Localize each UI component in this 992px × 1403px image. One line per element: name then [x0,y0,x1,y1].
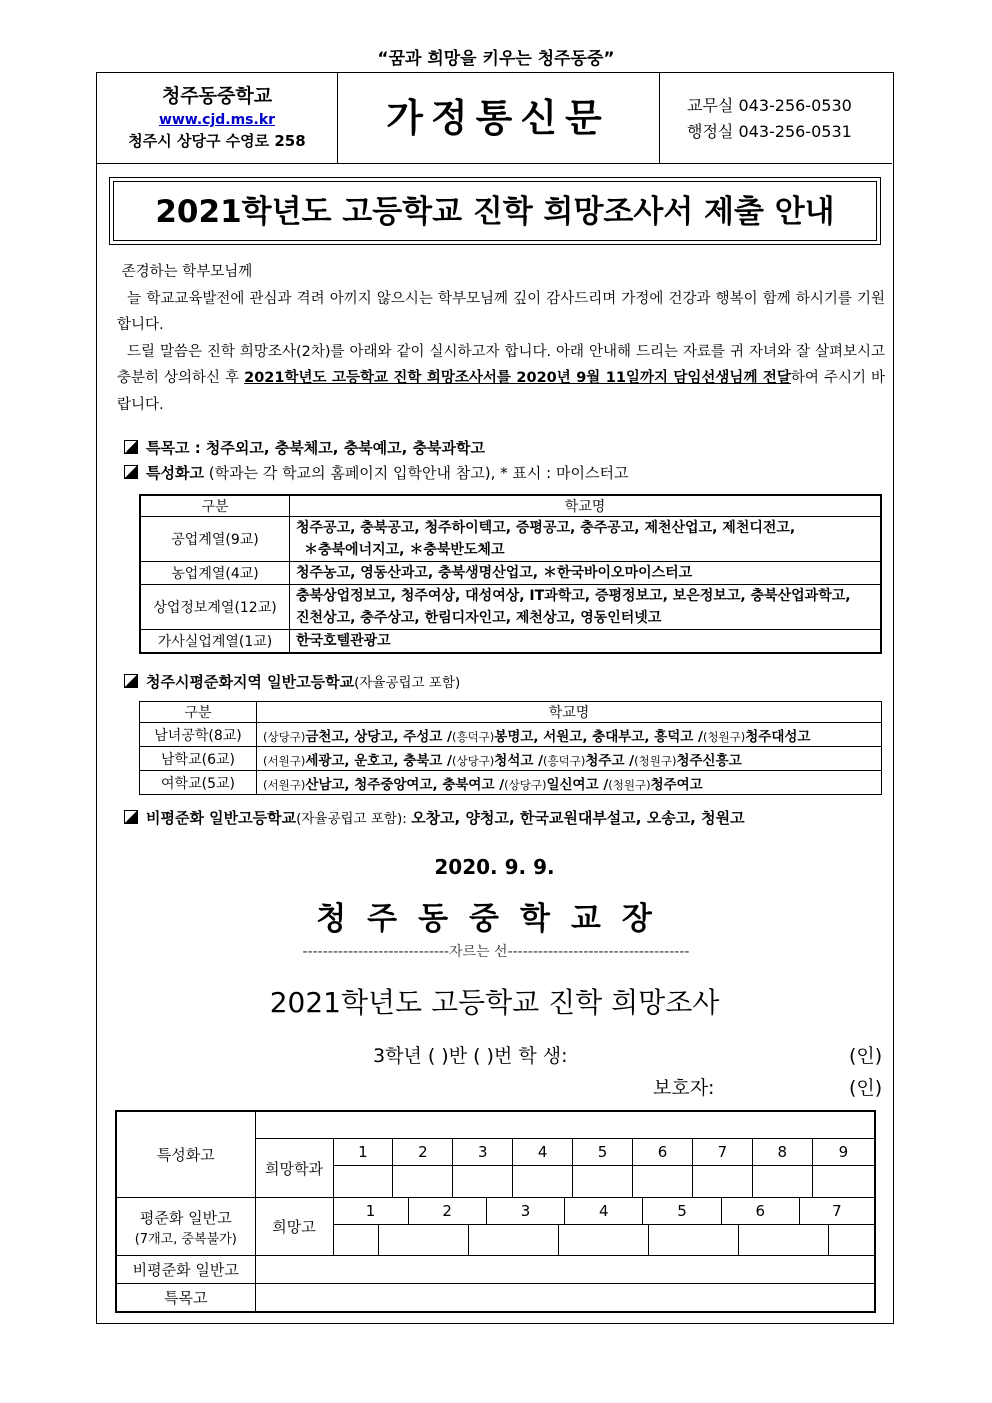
desired-dept-label: 희망학과 [255,1139,333,1198]
table-row-schools: 청주공고, 충북공고, 청주하이텍고, 증평공고, 충주공고, 제천산업고, 제천디전고, ＊충북에너지고, ＊충북반도체고 [290,517,882,562]
number-row-7 [333,1198,875,1225]
school-info [97,73,338,163]
header [97,73,892,164]
doc-title-box [109,177,881,245]
motto: “꿈과 희망을 키우는 청주동중” [377,49,615,69]
col-number: 2 [393,1139,453,1166]
table-row-category: 가사실업계열(1교) [140,630,290,654]
section-equalized: 청주시평준화지역 일반고등학교(자율공립고 포함) [124,671,460,692]
checkbox-icon [124,810,138,824]
col-number: 5 [573,1139,633,1166]
col-number: 2 [408,1198,486,1224]
table-row-category: 농업계열(4교) [140,562,290,585]
answer-cell[interactable] [829,1225,874,1255]
col-number: 4 [565,1198,643,1224]
cut-line: -----------------------------자르는 선------------------------------------ [302,944,690,960]
col-number: 8 [752,1139,812,1166]
school-url[interactable]: www.cjd.ms.kr [158,112,276,128]
survey-table [115,1110,876,1313]
principal-signature: 청주동중학교장 [316,901,673,937]
paragraph-1: 늘 학교교육발전에 관심과 격려 아끼지 않으시는 학부모님께 깊이 감사드리며 가정에 건강과 행복이 함께 하시기를 기원합니다. [117,290,886,333]
table-row-category: 공업계열(9교) [140,517,290,562]
checkbox-icon [124,440,138,454]
table-row-category: 남녀공학(8교) [140,723,257,747]
col-number: 1 [333,1139,393,1166]
desired-school-label: 희망고 [255,1198,333,1256]
answer-cell[interactable] [812,1166,875,1198]
table-row-category: 상업정보계열(12교) [140,585,290,630]
col-header-school: 학교명 [257,702,882,723]
col-number: 7 [832,1202,842,1220]
col-number: 7 [692,1139,752,1166]
col-number: 1 [334,1198,409,1224]
col-header-category: 구분 [140,495,290,517]
answer-row-7 [333,1225,875,1256]
row-label-vocational: 특성화고 [116,1111,255,1198]
section-non-equalized: 비평준화 일반고등학교(자율공립고 포함): 오창고, 양청고, 한국교원대부설고, 오송고, 청원고 [124,807,745,828]
issue-date: 2020. 9. 9. [434,855,555,879]
newsletter-title: 가정통신문 [337,73,660,163]
section-vocational: 특성화고 (학과는 각 학교의 홈페이지 입학안내 참고), * 표시 : 마이스터고 [124,462,628,483]
answer-cell[interactable] [469,1225,559,1255]
answer-cell[interactable] [692,1166,752,1198]
answer-cell[interactable] [333,1166,393,1198]
answer-cell[interactable] [255,1256,875,1284]
row-label-special: 특목고 [116,1284,255,1312]
answer-cell[interactable] [559,1225,649,1255]
school-address: 청주시 상당구 수영로 258 [128,132,306,150]
answer-cell[interactable] [255,1284,875,1312]
col-number: 3 [453,1139,513,1166]
table-row-schools: (서원구)산남고, 청주중앙여고, 충북여고 /(상당구)일신여고 /(청원구)청주여고 [257,771,882,795]
table-row-schools: (상당구)금천고, 상당고, 주성고 /(흥덕구)봉명고, 서원고, 충대부고, 흥덕고 /(청원구)청주대성고 [257,723,882,747]
table-row-category: 여학교(5교) [140,771,257,795]
answer-cell[interactable] [513,1166,573,1198]
answer-cell[interactable] [379,1225,469,1255]
guardian-seal: (인) [849,1077,883,1099]
table-row-category: 남학교(6교) [140,747,257,771]
col-number: 4 [513,1139,573,1166]
col-number: 6 [633,1139,693,1166]
school-name: 청주동중학교 [161,85,273,107]
checkbox-icon [124,465,138,479]
letter-body [117,259,885,418]
contact-info [687,93,852,145]
col-number: 9 [812,1139,875,1166]
table-row-schools: (서원구)세광고, 운호고, 충북고 /(상당구)청석고 /(흥덕구)청주고 /(청원구)청주신흥고 [257,747,882,771]
answer-cell[interactable] [752,1166,812,1198]
table-row-schools: 청주농고, 영동산과고, 충북생명산업고, ＊한국바이오마이스터고 [290,562,882,585]
phone-office: 교무실 043-256-0530 [687,96,852,115]
answer-cell[interactable] [573,1166,633,1198]
col-header-category: 구분 [140,702,257,723]
survey-title: 2021학년도 고등학교 진학 희망조사 [269,986,720,1019]
col-number: 5 [643,1198,721,1224]
paragraph-2: 드릴 말씀은 진학 희망조사(2차)를 아래와 같이 실시하고자 합니다. 아래 안내해 드리는 자료를 귀 자녀와 잘 살펴보시고 충분히 상의하신 후 2021학년도 고등학교 진학 희망조사서를 2020년 9월 11일까지 담임선생님께 전달하여 주시기 바랍니다. [117,343,885,413]
student-line: 3학년 ( )반 ( )번 학 생: [373,1045,568,1067]
col-header-school: 학교명 [290,495,882,517]
vocational-table [139,494,882,654]
phone-admin: 행정실 043-256-0531 [687,122,852,141]
answer-cell[interactable] [649,1225,739,1255]
row-label-non-equalized: 비평준화 일반고 [116,1256,255,1284]
answer-cell[interactable] [453,1166,513,1198]
newsletter-frame [96,72,894,1324]
blank-cell[interactable] [255,1111,875,1139]
doc-title: 2021학년도 고등학교 진학 희망조사서 제출 안내 [113,181,877,241]
student-seal: (인) [849,1045,883,1067]
answer-cell[interactable] [334,1225,379,1255]
answer-cell[interactable] [739,1225,829,1255]
greeting: 존경하는 학부모님께 [121,264,253,280]
answer-cell[interactable] [393,1166,453,1198]
answer-cell[interactable] [633,1166,693,1198]
col-number: 3 [486,1198,564,1224]
section-special-purpose: 특목고 : 청주외고, 충북체고, 충북예고, 충북과학고 [124,437,485,458]
col-number: 6 [721,1198,799,1224]
table-row-schools: 충북상업정보고, 청주여상, 대성여상, IT과학고, 증평정보고, 보은정보고, 충북산업과학고, 진천상고, 충주상고, 한림디자인고, 제천상고, 영동인터넷고 [290,585,882,630]
row-label-equalized: 평준화 일반고 (7개고, 중복불가) [116,1198,255,1256]
checkbox-icon [124,674,138,688]
equalized-table [139,701,882,795]
table-row-schools: 한국호텔관광고 [290,630,882,654]
guardian-line: 보호자: [653,1077,715,1099]
